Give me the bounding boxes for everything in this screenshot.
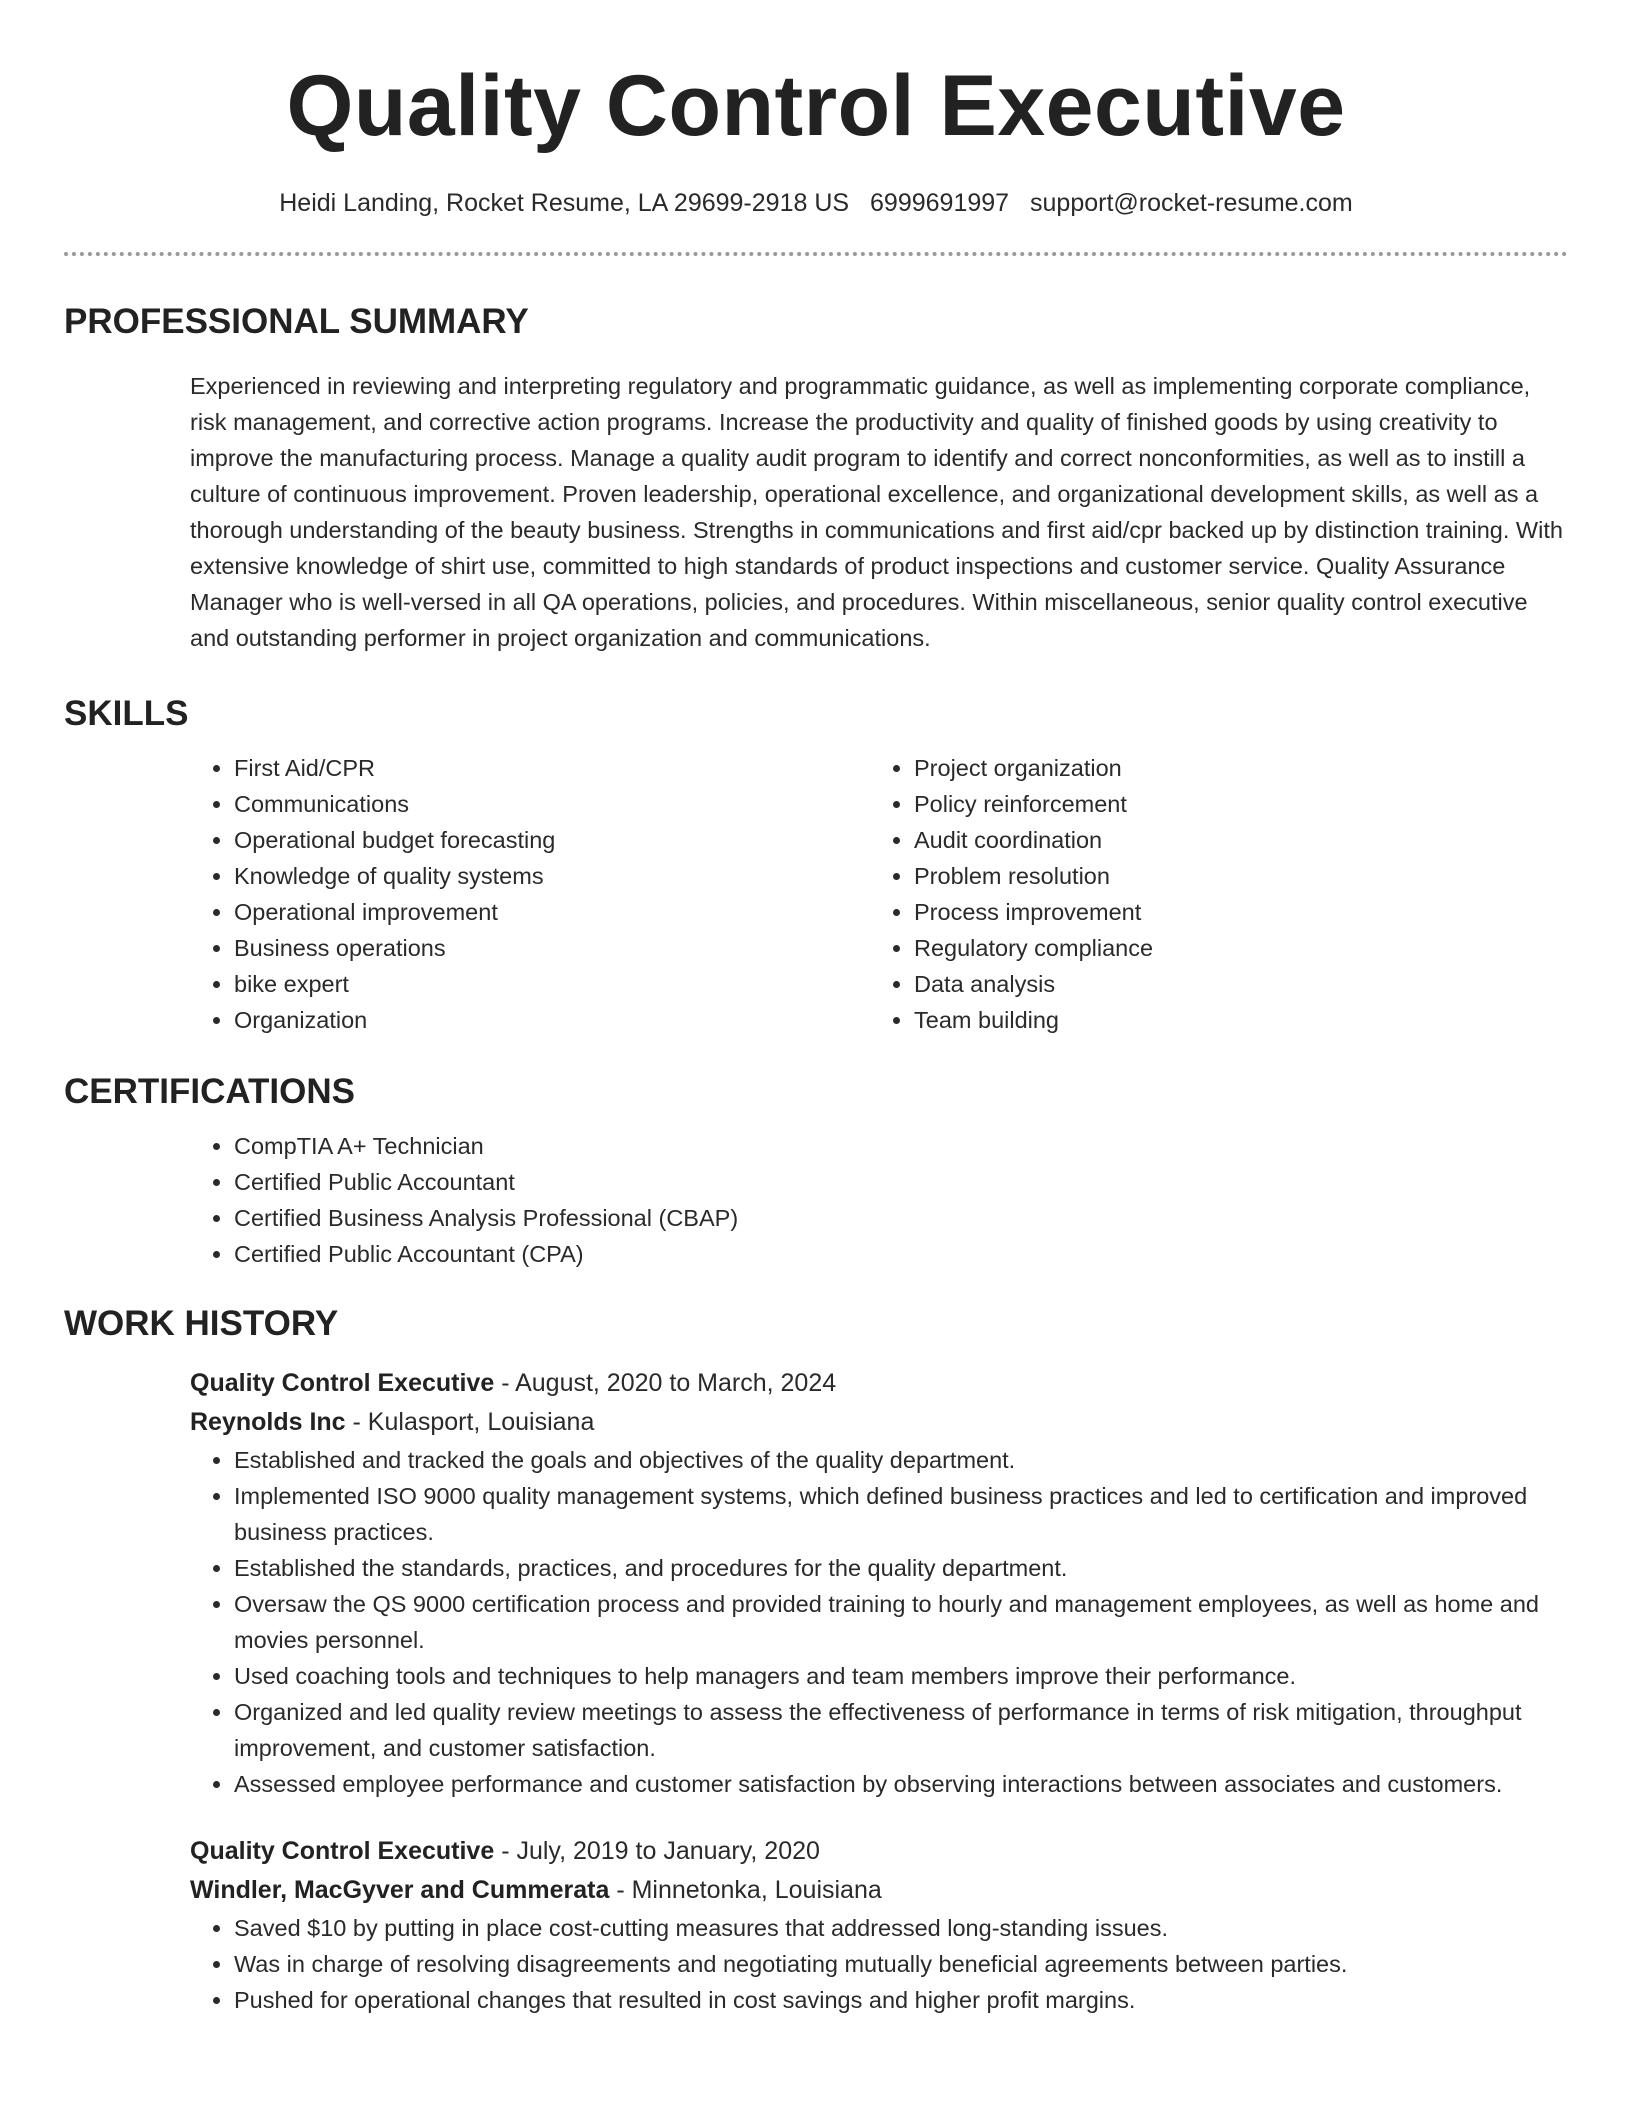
job-bullet-list: [190, 1442, 1568, 1802]
contact-phone: 6999691997: [870, 189, 1010, 217]
job-entry: [190, 1364, 1568, 1802]
skills-list-left: [190, 750, 870, 1038]
certifications-heading: CERTIFICATIONS: [64, 1072, 356, 1111]
summary-heading: PROFESSIONAL SUMMARY: [64, 302, 529, 341]
resume-name: Quality Control Executive: [286, 58, 1346, 154]
job-bullet: • Saved $10 by putting in place cost-cutting measures that addressed long-standing issues.: [234, 1910, 1568, 1946]
skill-item: • Knowledge of quality systems: [234, 858, 870, 894]
skill-item: • First Aid/CPR: [234, 750, 870, 786]
job-bullet: • Was in charge of resolving disagreements and negotiating mutually beneficial agreements between parties.: [234, 1946, 1568, 1982]
job-bullet-list: [190, 1910, 1568, 2018]
job-bullet: • Pushed for operational changes that resulted in cost savings and higher profit margins.: [234, 1982, 1568, 2018]
skills-column-left: [190, 750, 870, 1038]
job-bullet: • Organized and led quality review meetings to assess the effectiveness of performance in terms of risk mitigation, throughput improvement, and customer satisfaction.: [234, 1694, 1568, 1766]
job-title-line: [190, 1832, 1568, 1871]
skill-item: • Audit coordination: [914, 822, 1550, 858]
skill-item: • Project organization: [914, 750, 1550, 786]
job-bullet: • Established the standards, practices, and procedures for the quality department.: [234, 1550, 1568, 1586]
certification-item: • CompTIA A+ Technician: [234, 1128, 1568, 1164]
work-history-section: [64, 1302, 1568, 2018]
skill-item: • Organization: [234, 1002, 870, 1038]
job-company: Windler, MacGyver and Cummerata: [190, 1876, 610, 1904]
certifications-list: [190, 1128, 1568, 1272]
job-company-line: [190, 1403, 1568, 1442]
skill-item: • Data analysis: [914, 966, 1550, 1002]
skill-item: • Operational improvement: [234, 894, 870, 930]
certification-item: • Certified Business Analysis Professional (CBAP): [234, 1200, 1568, 1236]
skill-item: • Problem resolution: [914, 858, 1550, 894]
skills-list-right: [870, 750, 1550, 1038]
job-dates: - July, 2019 to January, 2020: [494, 1837, 820, 1865]
certification-item: • Certified Public Accountant (CPA): [234, 1236, 1568, 1272]
work-history-heading: WORK HISTORY: [64, 1304, 339, 1343]
skill-item: • Process improvement: [914, 894, 1550, 930]
job-dates: - August, 2020 to March, 2024: [494, 1369, 837, 1397]
job-title-line: [190, 1364, 1568, 1403]
skill-item: • Business operations: [234, 930, 870, 966]
job-bullet: • Assessed employee performance and customer satisfaction by observing interactions between associates and customers.: [234, 1766, 1568, 1802]
job-location: - Minnetonka, Louisiana: [609, 1876, 882, 1904]
job-location: - Kulasport, Louisiana: [345, 1408, 595, 1436]
skill-item: • Policy reinforcement: [914, 786, 1550, 822]
contact-email: support@rocket-resume.com: [1030, 189, 1353, 217]
skills-heading: SKILLS: [64, 694, 189, 733]
job-bullet: • Oversaw the QS 9000 certification process and provided training to hourly and management employees, as well as home and movies personnel.: [234, 1586, 1568, 1658]
skill-item: • Operational budget forecasting: [234, 822, 870, 858]
job-company-line: [190, 1871, 1568, 1910]
job-entry: [190, 1832, 1568, 2018]
header-divider: [64, 252, 1568, 256]
job-role: Quality Control Executive: [190, 1369, 495, 1397]
contact-line: [64, 186, 1568, 220]
job-bullet: • Used coaching tools and techniques to help managers and team members improve their performance.: [234, 1658, 1568, 1694]
summary-text: Experienced in reviewing and interpreting regulatory and programmatic guidance, as well as implementing corporate compliance, risk management, and corrective action programs. Increase the productivity and quality of finished goods by using creativity to improve the manufacturing process. Manage a quality audit program to identify and correct nonconformities, as well as to instill a culture of continuous improvement. Proven leadership, operational excellence, and organizational development skills, as well as a thorough understanding of the beauty business. Strengths in communications and first aid/cpr backed up by distinction training. With extensive knowledge of shirt use, committed to high standards of product inspections and customer service. Quality Assurance Manager who is well-versed in all QA operations, policies, and procedures. Within miscellaneous, senior quality control executive and outstanding performer in project organization and communications.: [190, 373, 1563, 651]
job-company: Reynolds Inc: [190, 1408, 346, 1436]
skill-item: • Team building: [914, 1002, 1550, 1038]
job-bullet: • Implemented ISO 9000 quality management systems, which defined business practices and led to certification and improved business practices.: [234, 1478, 1568, 1550]
skills-section: [64, 692, 1568, 1038]
contact-address: Heidi Landing, Rocket Resume, LA 29699-2918 US: [279, 189, 850, 217]
job-bullet: • Established and tracked the goals and objectives of the quality department.: [234, 1442, 1568, 1478]
certifications-list-wrap: [190, 1128, 1568, 1272]
skill-item: • Communications: [234, 786, 870, 822]
summary-section: [64, 300, 1568, 656]
job-role: Quality Control Executive: [190, 1837, 495, 1865]
certifications-section: [64, 1070, 1568, 1272]
skills-columns: [190, 750, 1568, 1038]
certification-item: • Certified Public Accountant: [234, 1164, 1568, 1200]
skill-item: • bike expert: [234, 966, 870, 1002]
skills-column-right: [870, 750, 1550, 1038]
skill-item: • Regulatory compliance: [914, 930, 1550, 966]
